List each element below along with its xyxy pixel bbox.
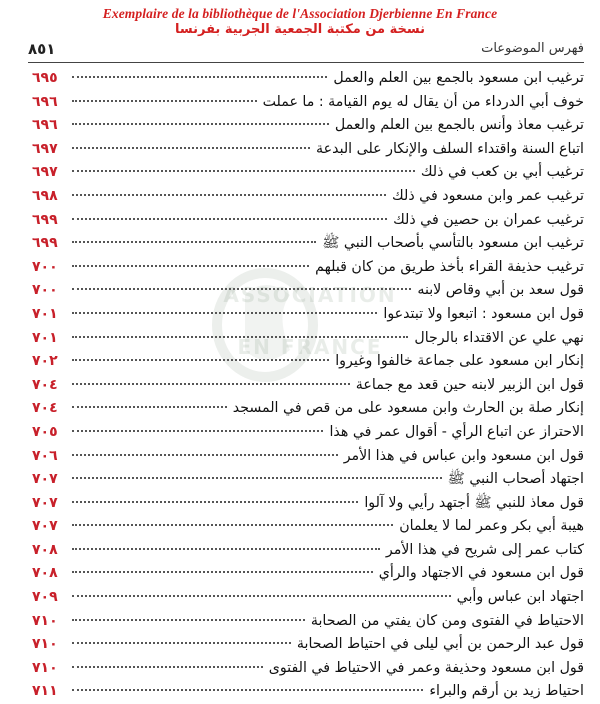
toc-entry-title: قول ابن مسعود في الاجتهاد والرأي [378, 565, 584, 582]
dot-leader [72, 689, 423, 691]
toc-entry-title: ترغيب عمران بن حصين في ذلك [393, 211, 584, 228]
toc-entry-title: خوف أبي الدرداء من أن يقال له يوم القيامة : ما عملت [262, 93, 584, 110]
toc-entry [32, 350, 584, 374]
toc-entry-page: ٦٩٩ [32, 235, 58, 252]
toc-entry-title: ترغيب ابن مسعود بالجمع بين العلم والعمل [333, 70, 584, 86]
watermark-text-en-france: EN FRANCE [237, 335, 383, 359]
toc-entry [32, 539, 584, 563]
toc-entry-page: ٧٠٦ [32, 447, 58, 464]
toc-entry [32, 327, 584, 351]
dot-leader [72, 288, 411, 290]
toc-entry [32, 445, 584, 469]
toc-entry [32, 67, 584, 91]
toc-entry-title: قول ابن الزبير لابنه حين قعد مع جماعة [355, 376, 584, 393]
dot-leader [72, 383, 350, 385]
toc-entry [32, 397, 584, 421]
toc-entry-title: ترغيب حذيفة القراء بأخذ طريق من كان قبلهم [315, 258, 584, 275]
dot-leader [72, 123, 329, 125]
dot-leader [72, 524, 393, 526]
section-title: فهرس الموضوعات [481, 41, 584, 56]
dot-leader [72, 336, 408, 338]
toc-entry-page: ٦٩٧ [32, 140, 58, 157]
page-header [28, 40, 584, 60]
toc-entry-title: إنكار ابن مسعود على جماعة خالفوا وغيروا [335, 353, 584, 370]
toc-entry-title: اتباع السنة واقتداء السلف والإنكار على البدعة [316, 140, 584, 157]
toc-entry-page: ٦٩٥ [32, 70, 58, 86]
toc-entry-title: الاحتياط في الفتوى ومن كان يفتي من الصحابة [310, 612, 584, 629]
toc-entry-title: ترغيب عمر وابن مسعود في ذلك [392, 187, 584, 204]
toc-entry-page: ٧٠٩ [32, 589, 58, 606]
toc-entry [32, 657, 584, 681]
dot-leader [72, 194, 386, 196]
toc-entry [32, 256, 584, 280]
toc-entry [32, 91, 584, 115]
toc-entry-title: قول سعد بن أبي وقاص لابنه [417, 282, 584, 299]
dot-leader [72, 100, 257, 102]
toc-entry-page: ٧١٠ [32, 612, 58, 629]
dot-leader [72, 265, 309, 267]
toc-entry [32, 515, 584, 539]
toc-entry [32, 610, 584, 634]
toc-entry-page: ٧٠٧ [32, 518, 58, 535]
dot-leader [72, 642, 291, 644]
toc-entry-page: ٧١٠ [32, 659, 58, 676]
dot-leader [72, 147, 310, 149]
dot-leader [72, 312, 377, 314]
toc-entry [32, 161, 584, 185]
toc-entry-title: هيبة أبي بكر وعمر لما لا يعلمان [399, 518, 584, 535]
toc-entry-page: ٧١٠ [32, 636, 58, 653]
dot-leader [72, 430, 323, 432]
toc-entry [32, 680, 584, 704]
dot-leader [72, 406, 227, 408]
dot-leader [72, 501, 358, 503]
table-of-contents [32, 67, 584, 704]
toc-entry [32, 492, 584, 516]
toc-entry [32, 185, 584, 209]
toc-entry-title: قول ابن مسعود وحذيفة وعمر في الاحتياط في الفتوى [268, 659, 584, 676]
dot-leader [72, 619, 305, 621]
toc-entry-page: ٧١١ [32, 683, 58, 700]
toc-entry-page: ٦٩٨ [32, 187, 58, 204]
toc-entry-page: ٧٠٨ [32, 565, 58, 582]
dot-leader [72, 454, 338, 456]
library-stamp-arabic: نسخة من مكتبة الجمعية الجربية بفرنسا [175, 22, 425, 37]
dot-leader [72, 571, 373, 573]
dot-leader [72, 548, 380, 550]
toc-entry-page: ٧٠٠ [32, 282, 58, 299]
toc-entry [32, 421, 584, 445]
dot-leader [72, 666, 263, 668]
dot-leader [72, 76, 327, 78]
toc-entry [32, 562, 584, 586]
dot-leader [72, 477, 442, 479]
toc-entry-page: ٦٩٧ [32, 164, 58, 181]
toc-entry [32, 114, 584, 138]
toc-entry-title: اجتهاد أصحاب النبي ﷺ [447, 471, 584, 488]
toc-entry [32, 138, 584, 162]
library-stamp-french: Exemplaire de la bibliothèque de l'Association Djerbienne En France [102, 6, 498, 21]
toc-entry-title: قول عبد الرحمن بن أبي ليلى في احتياط الصحابة [296, 636, 584, 653]
dot-leader [72, 595, 451, 597]
dot-leader [72, 218, 387, 220]
toc-entry [32, 586, 584, 610]
toc-entry [32, 232, 584, 256]
toc-entry-page: ٦٩٩ [32, 211, 58, 228]
toc-entry-title: الاحتراز عن اتباع الرأي - أقوال عمر في هذا [329, 423, 584, 440]
dot-leader [72, 241, 316, 243]
watermark-text-association: ASSOCIATION [223, 283, 397, 307]
toc-entry-title: ترغيب أبي بن كعب في ذلك [420, 164, 584, 181]
toc-entry-page: ٧٠٤ [32, 400, 58, 417]
toc-entry [32, 468, 584, 492]
toc-entry-title: ترغيب ابن مسعود بالتأسي بأصحاب النبي ﷺ [322, 235, 584, 252]
toc-entry [32, 303, 584, 327]
toc-entry-page: ٧٠٤ [32, 376, 58, 393]
page-number: ٨٥١ [28, 40, 56, 58]
toc-entry-title: قول معاذ للنبي ﷺ أجتهد رأيي ولا آلوا [364, 494, 584, 511]
toc-entry-title: قول ابن مسعود وابن عباس في هذا الأمر [343, 447, 584, 464]
toc-entry-page: ٦٩٦ [32, 93, 58, 110]
toc-entry-title: ترغيب معاذ وأنس بالجمع بين العلم والعمل [334, 117, 584, 134]
toc-entry-page: ٦٩٦ [32, 117, 58, 134]
toc-entry-page: ٧٠٧ [32, 494, 58, 511]
toc-entry-page: ٧٠٥ [32, 423, 58, 440]
toc-entry [32, 209, 584, 233]
toc-entry-title: قول ابن مسعود : اتبعوا ولا تبتدعوا [383, 305, 584, 322]
toc-entry-title: إنكار صلة بن الحارث وابن مسعود على من قص في المسجد [232, 400, 584, 417]
toc-entry-page: ٧٠٧ [32, 471, 58, 488]
toc-entry [32, 633, 584, 657]
dot-leader [72, 170, 415, 172]
header-rule [28, 62, 584, 63]
toc-entry [32, 374, 584, 398]
toc-entry-page: ٧٠١ [32, 305, 58, 322]
dot-leader [72, 359, 329, 361]
toc-entry-title: اجتهاد ابن عباس وأبي [456, 589, 584, 606]
toc-entry-title: كتاب عمر إلى شريح في هذا الأمر [385, 541, 584, 558]
toc-entry-title: احتياط زيد بن أرقم والبراء [429, 683, 584, 700]
toc-entry-page: ٧٠٠ [32, 258, 58, 275]
toc-entry-page: ٧٠٢ [32, 353, 58, 370]
toc-entry-page: ٧٠١ [32, 329, 58, 346]
toc-entry-title: نهي علي عن الاقتداء بالرجال [414, 329, 584, 346]
toc-entry [32, 279, 584, 303]
toc-entry-page: ٧٠٨ [32, 541, 58, 558]
